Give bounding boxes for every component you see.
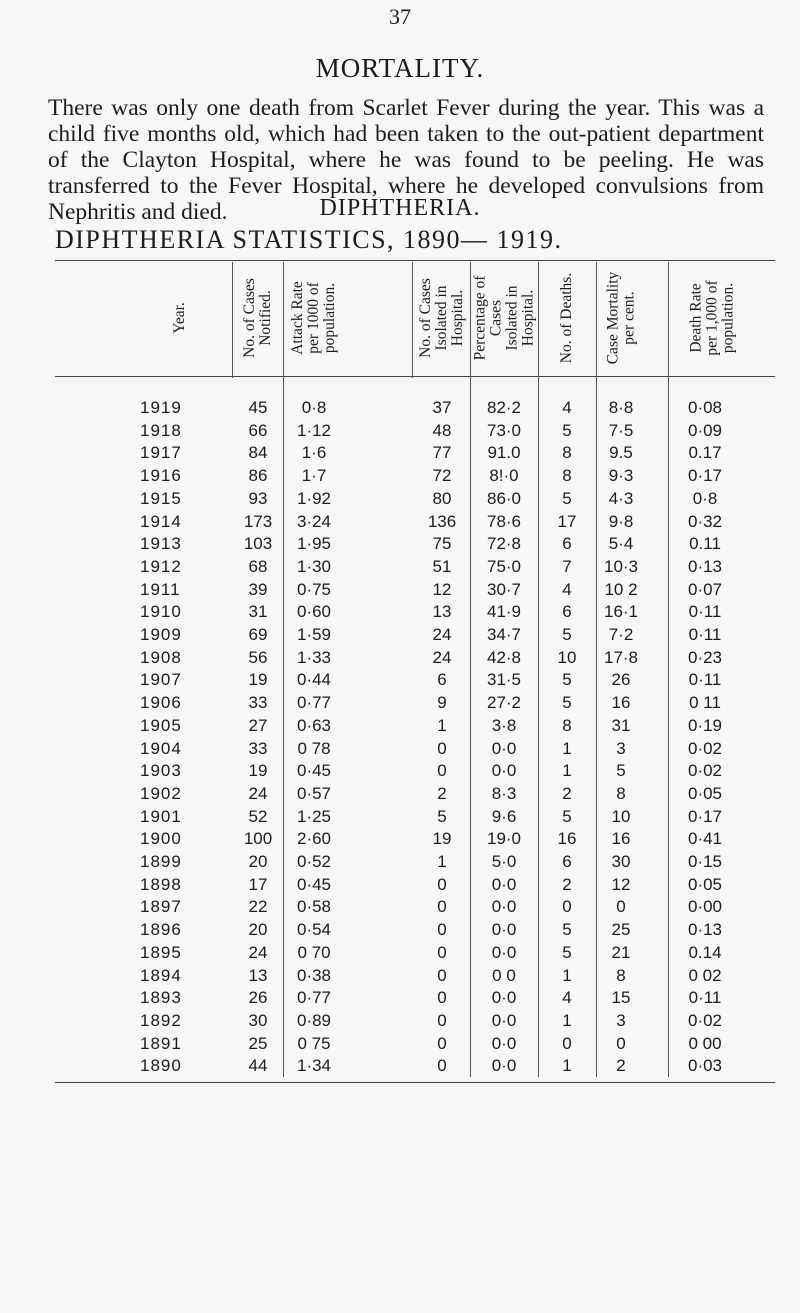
cell-case-mortality: 25: [611, 920, 631, 940]
column-header-deaths: [538, 262, 596, 374]
cell-death-rate: 0·17: [687, 806, 723, 826]
cell-percent-isolated: 30·7: [486, 579, 522, 599]
column-header-label: Year.: [171, 302, 188, 334]
cell-deaths: 6: [562, 534, 572, 554]
cell-death-rate: 0·32: [687, 511, 723, 531]
cell-death-rate: 0.17: [688, 443, 722, 463]
cell-deaths: 2: [562, 874, 572, 894]
cell-deaths: 5: [562, 488, 572, 508]
table-row: [0, 920, 800, 943]
cell-cases-isolated: 72: [432, 466, 452, 486]
cell-percent-isolated: 0·0: [491, 1010, 517, 1030]
cell-percent-isolated: 8·3: [491, 783, 517, 803]
cell-case-mortality: 21: [611, 942, 631, 962]
column-header-case-mortality: [596, 262, 646, 374]
cell-year: 1897: [140, 897, 182, 917]
cell-case-mortality: 31: [611, 715, 631, 735]
cell-percent-isolated: 82·2: [486, 398, 522, 417]
cell-cases-isolated: 0: [437, 738, 447, 758]
cell-deaths: 5: [562, 670, 572, 690]
cell-case-mortality: 0: [616, 897, 626, 917]
cell-cases-notified: 103: [243, 534, 273, 554]
cell-case-mortality: 8: [616, 965, 626, 985]
cell-percent-isolated: 0 0: [492, 965, 516, 985]
table-row: [0, 943, 800, 966]
cell-year: 1916: [140, 466, 182, 486]
cell-attack-rate: 1·25: [296, 806, 332, 826]
table-row: [0, 625, 800, 648]
column-header-year: [140, 262, 220, 374]
cell-death-rate: 0·02: [687, 738, 723, 758]
cell-year: 1898: [140, 874, 182, 894]
cell-death-rate: 0 00: [688, 1033, 722, 1053]
cell-attack-rate: 0·77: [296, 693, 332, 713]
cell-cases-isolated: 19: [432, 829, 452, 849]
cell-case-mortality: 3: [616, 1010, 626, 1030]
cell-cases-isolated: 0: [437, 897, 447, 917]
cell-percent-isolated: 78·6: [486, 511, 522, 531]
cell-percent-isolated: 41·9: [486, 602, 522, 622]
cell-year: 1917: [140, 443, 182, 463]
cell-cases-isolated: 0: [437, 942, 447, 962]
cell-cases-notified: 68: [248, 556, 268, 576]
table-row: [0, 875, 800, 898]
cell-percent-isolated: 86·0: [486, 488, 522, 508]
cell-cases-notified: 33: [248, 693, 268, 713]
cell-attack-rate: 1·6: [301, 443, 327, 463]
cell-attack-rate: 1·7: [301, 466, 327, 486]
cell-year: 1918: [140, 420, 182, 440]
cell-percent-isolated: 0·0: [491, 897, 517, 917]
cell-cases-notified: 31: [248, 602, 268, 622]
table-row: [0, 716, 800, 739]
cell-attack-rate: 0·63: [296, 715, 332, 735]
table-row: [0, 557, 800, 580]
cell-cases-notified: 13: [248, 965, 268, 985]
cell-attack-rate: 0·38: [296, 965, 332, 985]
table-row: [0, 988, 800, 1011]
table-row: [0, 829, 800, 852]
cell-year: 1915: [140, 488, 182, 508]
table-bottom-rule: [55, 1082, 775, 1083]
cell-percent-isolated: 72·8: [486, 534, 522, 554]
cell-deaths: 8: [562, 443, 572, 463]
cell-percent-isolated: 0·0: [491, 920, 517, 940]
table-row: [0, 421, 800, 444]
cell-death-rate: 0·07: [687, 579, 723, 599]
cell-year: 1903: [140, 761, 182, 781]
table-row: [0, 1056, 800, 1079]
cell-deaths: 5: [562, 920, 572, 940]
cell-death-rate: 0·02: [687, 1010, 723, 1030]
cell-cases-notified: 66: [248, 420, 268, 440]
cell-year: 1902: [140, 783, 182, 803]
cell-attack-rate: 0·45: [296, 874, 332, 894]
cell-year: 1906: [140, 693, 182, 713]
cell-deaths: 2: [562, 783, 572, 803]
cell-year: 1893: [140, 988, 182, 1008]
cell-case-mortality: 4·3: [608, 488, 634, 508]
cell-death-rate: 0·41: [687, 829, 723, 849]
cell-deaths: 5: [562, 806, 572, 826]
header-bottom-rule: [55, 376, 775, 377]
cell-case-mortality: 30: [611, 852, 631, 871]
column-header-attack-rate: [284, 262, 344, 374]
cell-cases-notified: 100: [243, 829, 273, 849]
cell-cases-notified: 25: [248, 1033, 268, 1053]
cell-death-rate: 0·11: [688, 988, 722, 1008]
cell-cases-isolated: 51: [432, 556, 452, 576]
cell-cases-notified: 56: [248, 647, 268, 667]
cell-attack-rate: 0·75: [296, 579, 332, 599]
cell-cases-isolated: 6: [437, 670, 447, 690]
cell-year: 1913: [140, 534, 182, 554]
cell-attack-rate: 1·12: [296, 420, 332, 440]
cell-deaths: 1: [562, 1010, 572, 1030]
cell-case-mortality: 2: [616, 1056, 626, 1076]
table-row: [0, 602, 800, 625]
cell-case-mortality: 8·8: [608, 398, 634, 417]
cell-cases-notified: 173: [243, 511, 273, 531]
table-row: [0, 580, 800, 603]
cell-case-mortality: 5: [616, 761, 626, 781]
cell-attack-rate: 0·58: [296, 897, 332, 917]
cell-percent-isolated: 8!·0: [489, 466, 519, 486]
cell-deaths: 4: [562, 579, 572, 599]
cell-case-mortality: 3: [616, 738, 626, 758]
cell-deaths: 8: [562, 466, 572, 486]
column-header-label: No. of Cases Isolated in Hospital.: [417, 278, 466, 358]
cell-cases-isolated: 0: [437, 1033, 447, 1053]
cell-year: 1904: [140, 738, 182, 758]
cell-death-rate: 0 11: [689, 693, 721, 713]
column-header-label: Case Mortality per cent.: [604, 271, 637, 365]
cell-deaths: 0: [562, 1033, 572, 1053]
cell-percent-isolated: 0·0: [491, 874, 517, 894]
cell-cases-isolated: 37: [432, 398, 452, 417]
cell-death-rate: 0·23: [687, 647, 723, 667]
cell-cases-notified: 19: [248, 761, 268, 781]
column-header-label: Percentage of Cases Isolated in Hospital.: [471, 275, 536, 361]
cell-death-rate: 0·05: [687, 874, 723, 894]
cell-attack-rate: 0·57: [296, 783, 332, 803]
cell-percent-isolated: 3·8: [491, 715, 517, 735]
cell-cases-notified: 39: [248, 579, 268, 599]
cell-cases-isolated: 0: [437, 1056, 447, 1076]
cell-year: 1900: [140, 829, 182, 849]
cell-case-mortality: 16: [611, 693, 631, 713]
cell-attack-rate: 1·33: [296, 647, 332, 667]
cell-death-rate: 0·03: [687, 1056, 723, 1076]
cell-cases-isolated: 1: [437, 852, 447, 871]
cell-deaths: 16: [557, 829, 577, 849]
cell-cases-notified: 52: [248, 806, 268, 826]
cell-cases-isolated: 0: [437, 874, 447, 894]
cell-death-rate: 0·8: [692, 488, 718, 508]
table-row: [0, 466, 800, 489]
table-row: [0, 807, 800, 830]
cell-year: 1910: [140, 602, 182, 622]
table-row: [0, 897, 800, 920]
cell-case-mortality: 9·3: [608, 466, 634, 486]
cell-case-mortality: 12: [611, 874, 631, 894]
cell-deaths: 0: [562, 897, 572, 917]
cell-percent-isolated: 0·0: [491, 1056, 517, 1076]
cell-cases-isolated: 0: [437, 920, 447, 940]
column-header-cases-isolated: [412, 262, 472, 374]
cell-attack-rate: 3·24: [296, 511, 332, 531]
cell-cases-isolated: 24: [432, 647, 452, 667]
cell-cases-isolated: 9: [437, 693, 447, 713]
column-header-death-rate: [668, 262, 758, 374]
cell-attack-rate: 0·8: [301, 398, 327, 417]
table-row: [0, 512, 800, 535]
cell-attack-rate: 0·44: [296, 670, 332, 690]
table-row: [0, 966, 800, 989]
cell-case-mortality: 7·2: [608, 625, 634, 644]
column-header-percentage-isolated: [470, 262, 538, 374]
cell-attack-rate: 0 78: [297, 738, 331, 758]
cell-case-mortality: 15: [611, 988, 631, 1008]
cell-deaths: 5: [562, 693, 572, 713]
cell-attack-rate: 0 70: [297, 942, 331, 962]
cell-cases-notified: 44: [248, 1056, 268, 1076]
cell-cases-isolated: 0: [437, 761, 447, 781]
cell-cases-notified: 27: [248, 715, 268, 735]
table-row: [0, 489, 800, 512]
cell-cases-notified: 26: [248, 988, 268, 1008]
cell-death-rate: 0.11: [689, 534, 721, 554]
cell-cases-notified: 33: [248, 738, 268, 758]
cell-year: 1905: [140, 715, 182, 735]
cell-attack-rate: 0·77: [296, 988, 332, 1008]
cell-deaths: 1: [562, 1056, 572, 1076]
cell-case-mortality: 7·5: [608, 420, 634, 440]
cell-attack-rate: 1·34: [296, 1056, 332, 1076]
cell-year: 1909: [140, 625, 182, 644]
diphtheria-heading: DIPHTHERIA.: [319, 195, 481, 221]
cell-year: 1892: [140, 1010, 182, 1030]
cell-year: 1911: [140, 579, 181, 599]
cell-death-rate: 0.14: [688, 942, 722, 962]
table-row: [0, 784, 800, 807]
cell-percent-isolated: 75·0: [486, 556, 522, 576]
cell-attack-rate: 1·92: [296, 488, 332, 508]
table-row: [0, 761, 800, 784]
cell-percent-isolated: 0·0: [491, 738, 517, 758]
cell-attack-rate: 1·30: [296, 556, 332, 576]
cell-cases-isolated: 13: [432, 602, 452, 622]
cell-year: 1912: [140, 556, 182, 576]
column-header-label: Death Rate per 1,000 of population.: [687, 280, 737, 356]
column-header-label: No. of Deaths.: [558, 272, 575, 364]
cell-year: 1891: [140, 1033, 182, 1053]
cell-death-rate: 0·11: [688, 625, 722, 644]
cell-cases-notified: 86: [248, 466, 268, 486]
cell-cases-isolated: 0: [437, 1010, 447, 1030]
table-row: [0, 739, 800, 762]
column-header-label: No. of Cases Notified.: [241, 278, 274, 358]
cell-deaths: 5: [562, 420, 572, 440]
scarlet-fever-paragraph: There was only one death from Scarlet Fever during the year. This was a child five months old, which had been taken to the out-patient department of the Clayton Hospital, where he was found to be peeling. He was transferred to the Fever Hospital, where he developed convulsions from Nephritis and died.: [48, 95, 764, 225]
cell-cases-isolated: 136: [427, 511, 457, 531]
cell-case-mortality: 17·8: [603, 647, 639, 667]
column-header-cases-notified: [232, 262, 284, 374]
cell-death-rate: 0·13: [687, 920, 723, 940]
cell-attack-rate: 0·60: [296, 602, 332, 622]
table-row: [0, 398, 800, 421]
cell-cases-notified: 69: [248, 625, 268, 644]
cell-case-mortality: 9.5: [609, 443, 633, 463]
cell-case-mortality: 26: [611, 670, 631, 690]
cell-case-mortality: 10·3: [603, 556, 639, 576]
cell-deaths: 1: [562, 965, 572, 985]
cell-percent-isolated: 73·0: [486, 420, 522, 440]
cell-percent-isolated: 42·8: [486, 647, 522, 667]
cell-case-mortality: 8: [616, 783, 626, 803]
cell-deaths: 1: [562, 738, 572, 758]
cell-cases-notified: 84: [248, 443, 268, 463]
table-row: [0, 1011, 800, 1034]
cell-cases-notified: 45: [248, 398, 268, 417]
cell-percent-isolated: 0·0: [491, 761, 517, 781]
cell-cases-isolated: 75: [432, 534, 452, 554]
cell-death-rate: 0·09: [687, 420, 723, 440]
cell-deaths: 4: [562, 398, 572, 417]
cell-percent-isolated: 27·2: [486, 693, 522, 713]
table-row: [0, 443, 800, 466]
cell-deaths: 6: [562, 852, 572, 871]
cell-cases-isolated: 24: [432, 625, 452, 644]
statistics-heading: DIPHTHERIA STATISTICS, 1890— 1919.: [55, 225, 563, 254]
cell-year: 1896: [140, 920, 182, 940]
cell-cases-isolated: 2: [437, 783, 447, 803]
cell-cases-isolated: 80: [432, 488, 452, 508]
cell-death-rate: 0·13: [687, 556, 723, 576]
cell-cases-notified: 24: [248, 783, 268, 803]
cell-deaths: 4: [562, 988, 572, 1008]
cell-attack-rate: 0·54: [296, 920, 332, 940]
cell-death-rate: 0·11: [688, 602, 722, 622]
table-row: [0, 534, 800, 557]
cell-death-rate: 0·08: [687, 398, 723, 417]
cell-case-mortality: 16·1: [603, 602, 639, 622]
cell-year: 1894: [140, 965, 182, 985]
cell-year: 1908: [140, 647, 182, 667]
cell-case-mortality: 10: [611, 806, 631, 826]
cell-death-rate: 0·11: [688, 670, 722, 690]
cell-attack-rate: 0·52: [296, 852, 332, 871]
cell-deaths: 10: [557, 647, 577, 667]
cell-deaths: 8: [562, 715, 572, 735]
cell-death-rate: 0·15: [687, 852, 723, 871]
cell-cases-isolated: 12: [432, 579, 452, 599]
cell-year: 1907: [140, 670, 182, 690]
cell-cases-isolated: 5: [437, 806, 447, 826]
cell-cases-notified: 17: [248, 874, 268, 894]
cell-case-mortality: 5·4: [608, 534, 634, 554]
table-row: [0, 852, 800, 875]
cell-percent-isolated: 19·0: [486, 829, 522, 849]
cell-cases-isolated: 0: [437, 965, 447, 985]
cell-deaths: 5: [562, 942, 572, 962]
cell-death-rate: 0 02: [688, 965, 722, 985]
cell-case-mortality: 0: [616, 1033, 626, 1053]
table-top-rule: [55, 260, 775, 261]
cell-deaths: 6: [562, 602, 572, 622]
cell-cases-isolated: 48: [432, 420, 452, 440]
cell-death-rate: 0·19: [687, 715, 723, 735]
cell-year: 1919: [140, 398, 182, 417]
cell-attack-rate: 0 75: [297, 1033, 331, 1053]
cell-deaths: 7: [562, 556, 572, 576]
table-row: [0, 670, 800, 693]
cell-attack-rate: 1·95: [296, 534, 332, 554]
cell-percent-isolated: 34·7: [486, 625, 522, 644]
cell-cases-notified: 22: [248, 897, 268, 917]
table-row: [0, 1034, 800, 1057]
cell-cases-isolated: 0: [437, 988, 447, 1008]
cell-deaths: 5: [562, 625, 572, 644]
cell-cases-notified: 24: [248, 942, 268, 962]
cell-cases-notified: 30: [248, 1010, 268, 1030]
cell-deaths: 17: [557, 511, 577, 531]
cell-deaths: 1: [562, 761, 572, 781]
cell-year: 1899: [140, 852, 182, 871]
cell-cases-isolated: 1: [437, 715, 447, 735]
cell-year: 1914: [140, 511, 182, 531]
cell-year: 1890: [140, 1056, 182, 1076]
cell-cases-notified: 20: [248, 852, 268, 871]
cell-percent-isolated: 31·5: [486, 670, 522, 690]
cell-cases-notified: 19: [248, 670, 268, 690]
cell-attack-rate: 0·45: [296, 761, 332, 781]
cell-percent-isolated: 0·0: [491, 1033, 517, 1053]
cell-death-rate: 0·02: [687, 761, 723, 781]
mortality-heading: MORTALITY.: [315, 53, 485, 83]
cell-percent-isolated: 0·0: [491, 942, 517, 962]
cell-percent-isolated: 0·0: [491, 988, 517, 1008]
cell-year: 1901: [140, 806, 182, 826]
cell-death-rate: 0·05: [687, 783, 723, 803]
table-row: [0, 648, 800, 671]
cell-year: 1895: [140, 942, 182, 962]
cell-death-rate: 0·17: [687, 466, 723, 486]
cell-percent-isolated: 9·6: [491, 806, 517, 826]
column-header-label: Attack Rate per 1000 of population.: [289, 281, 339, 355]
cell-cases-isolated: 77: [432, 443, 452, 463]
cell-cases-notified: 93: [248, 488, 268, 508]
cell-case-mortality: 10 2: [604, 579, 638, 599]
cell-death-rate: 0·00: [687, 897, 723, 917]
cell-case-mortality: 16: [611, 829, 631, 849]
cell-percent-isolated: 5·0: [491, 852, 517, 871]
cell-attack-rate: 2·60: [296, 829, 332, 849]
cell-case-mortality: 9·8: [608, 511, 634, 531]
page-number: 37: [389, 4, 411, 29]
cell-attack-rate: 1·59: [296, 625, 332, 644]
cell-percent-isolated: 91.0: [487, 443, 521, 463]
table-row: [0, 693, 800, 716]
cell-attack-rate: 0·89: [296, 1010, 332, 1030]
cell-cases-notified: 20: [248, 920, 268, 940]
